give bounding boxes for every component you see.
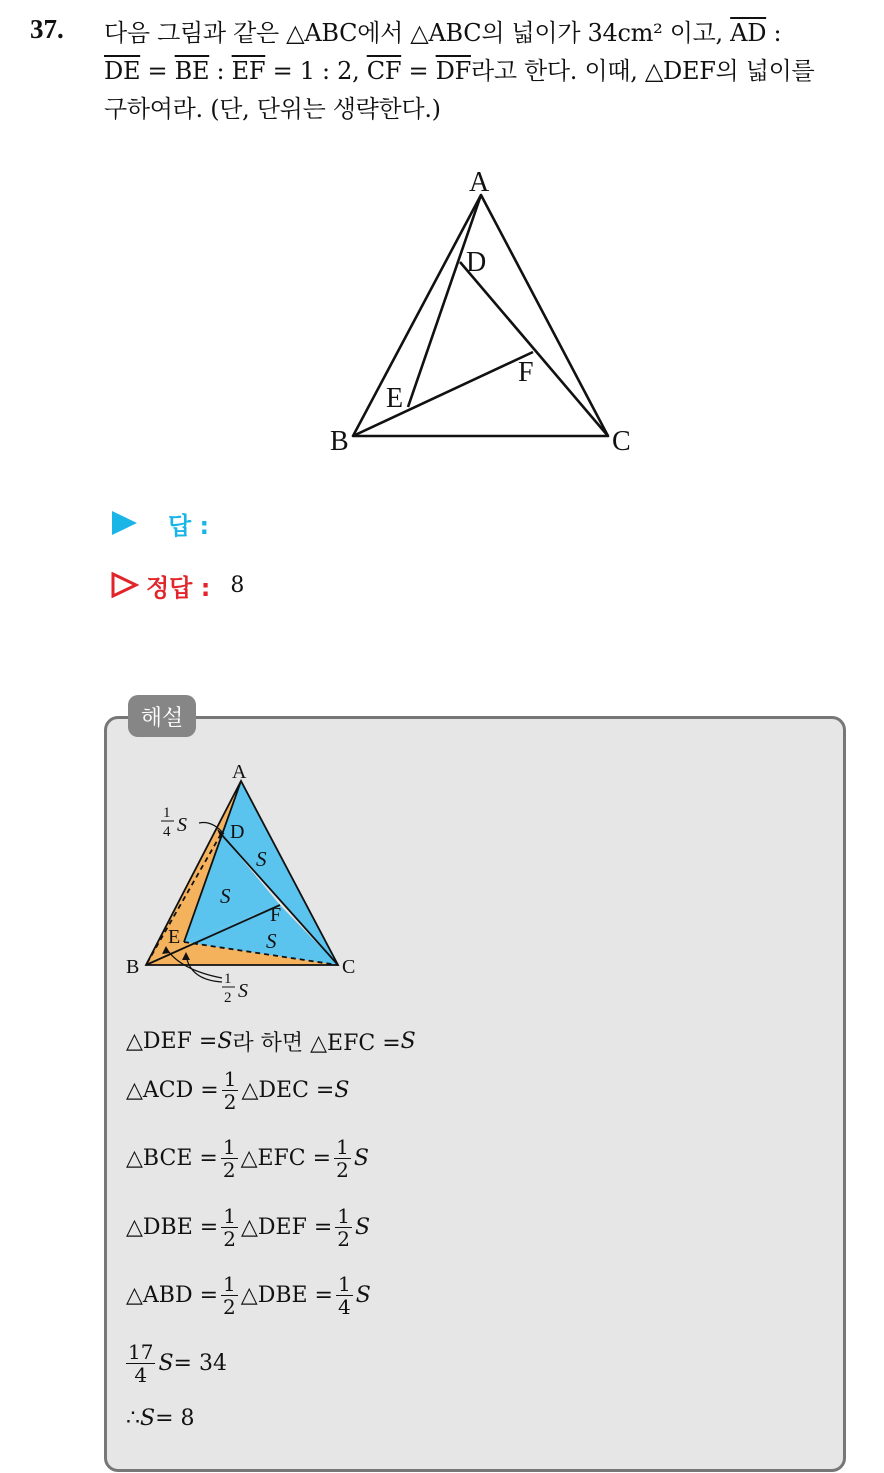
equation-1: △DEF = S 라 하면 △EFC = S	[126, 1029, 416, 1056]
segment-df: $\overline{DF}$	[435, 57, 471, 85]
equation-2: △ACD = $\frac{1}{2}$ △DEC = S	[126, 1067, 350, 1114]
equation-7: ∴ S = 8	[126, 1406, 195, 1431]
equation-5: △ABD = $\frac{1}{2}$ △DBE = $\frac{1}{4}$ S	[126, 1272, 371, 1319]
sol-label-c: C	[342, 956, 356, 978]
segment-ef: $\overline{EF}$	[231, 57, 266, 85]
sol-label-b: B	[126, 956, 140, 978]
play-icon	[110, 510, 140, 536]
segment-cf: $\overline{CF}$	[366, 57, 402, 85]
question-text: 다음 그림과 같은 △ABC에서 △ABC의 넓이가 34cm² 이고, $\overline{AD}$ : $\overline{DE} = \overline{BE}$ : $\overline{EF} = 1$ : 2, $\overline{CF} = \overline{DF}$라고 한다. 이때, △DEF의 넓이를 구하여라. (단, 단위는 생략한다.)	[104, 19, 815, 123]
segment-ad: $\overline{AD}$	[730, 19, 767, 47]
label-c: C	[612, 426, 631, 457]
sol-label-e: E	[168, 926, 181, 948]
solution-figure	[120, 752, 380, 1017]
correct-answer-row	[110, 565, 244, 605]
line-dc	[460, 262, 608, 436]
equation-6: $\frac{17}{4}$ S = 34	[128, 1340, 227, 1387]
svg-text:2: 2	[224, 990, 232, 1006]
correct-answer-label: 정답 :	[146, 573, 211, 602]
area-s-acd: S	[256, 847, 267, 871]
solution-tag: 해설	[128, 695, 196, 737]
sol-label-d: D	[230, 821, 245, 843]
equation-3: △BCE = $\frac{1}{2}$ △EFC = $\frac{1}{2}$ S	[126, 1135, 369, 1182]
label-f: F	[518, 357, 534, 388]
segment-be: $\overline{BE}$	[174, 57, 210, 85]
question-line3: 구하여라. (단, 단위는 생략한다.)	[104, 95, 441, 123]
sol-label-f: F	[270, 904, 282, 926]
svg-text:1: 1	[224, 971, 232, 987]
segment-de: $\overline{DE}$	[104, 57, 141, 85]
answer-row	[110, 503, 209, 543]
line-ae	[408, 195, 481, 407]
sol-label-a: A	[232, 761, 247, 783]
svg-text:4: 4	[163, 824, 171, 840]
svg-text:1: 1	[163, 805, 171, 821]
label-d: D	[466, 247, 487, 278]
triangle-figure	[320, 160, 650, 460]
correct-answer-value: 8	[230, 572, 245, 598]
label-a: A	[469, 167, 490, 198]
equation-4: △DBE = $\frac{1}{2}$ △DEF = $\frac{1}{2}$ S	[126, 1204, 371, 1251]
line-bf	[353, 352, 533, 436]
svg-text:S: S	[177, 814, 187, 836]
question-number: 37.	[30, 14, 64, 44]
area-s-efc: S	[266, 929, 277, 953]
question-line1: 다음 그림과 같은 △ABC에서 △ABC의 넓이가 34cm² 이고,	[104, 19, 723, 47]
label-b: B	[330, 426, 349, 457]
label-e: E	[386, 383, 404, 414]
area-s-def: S	[220, 884, 231, 908]
play-outline-icon	[110, 572, 140, 598]
svg-text:S: S	[238, 980, 248, 1002]
answer-label: 답 :	[168, 511, 210, 540]
